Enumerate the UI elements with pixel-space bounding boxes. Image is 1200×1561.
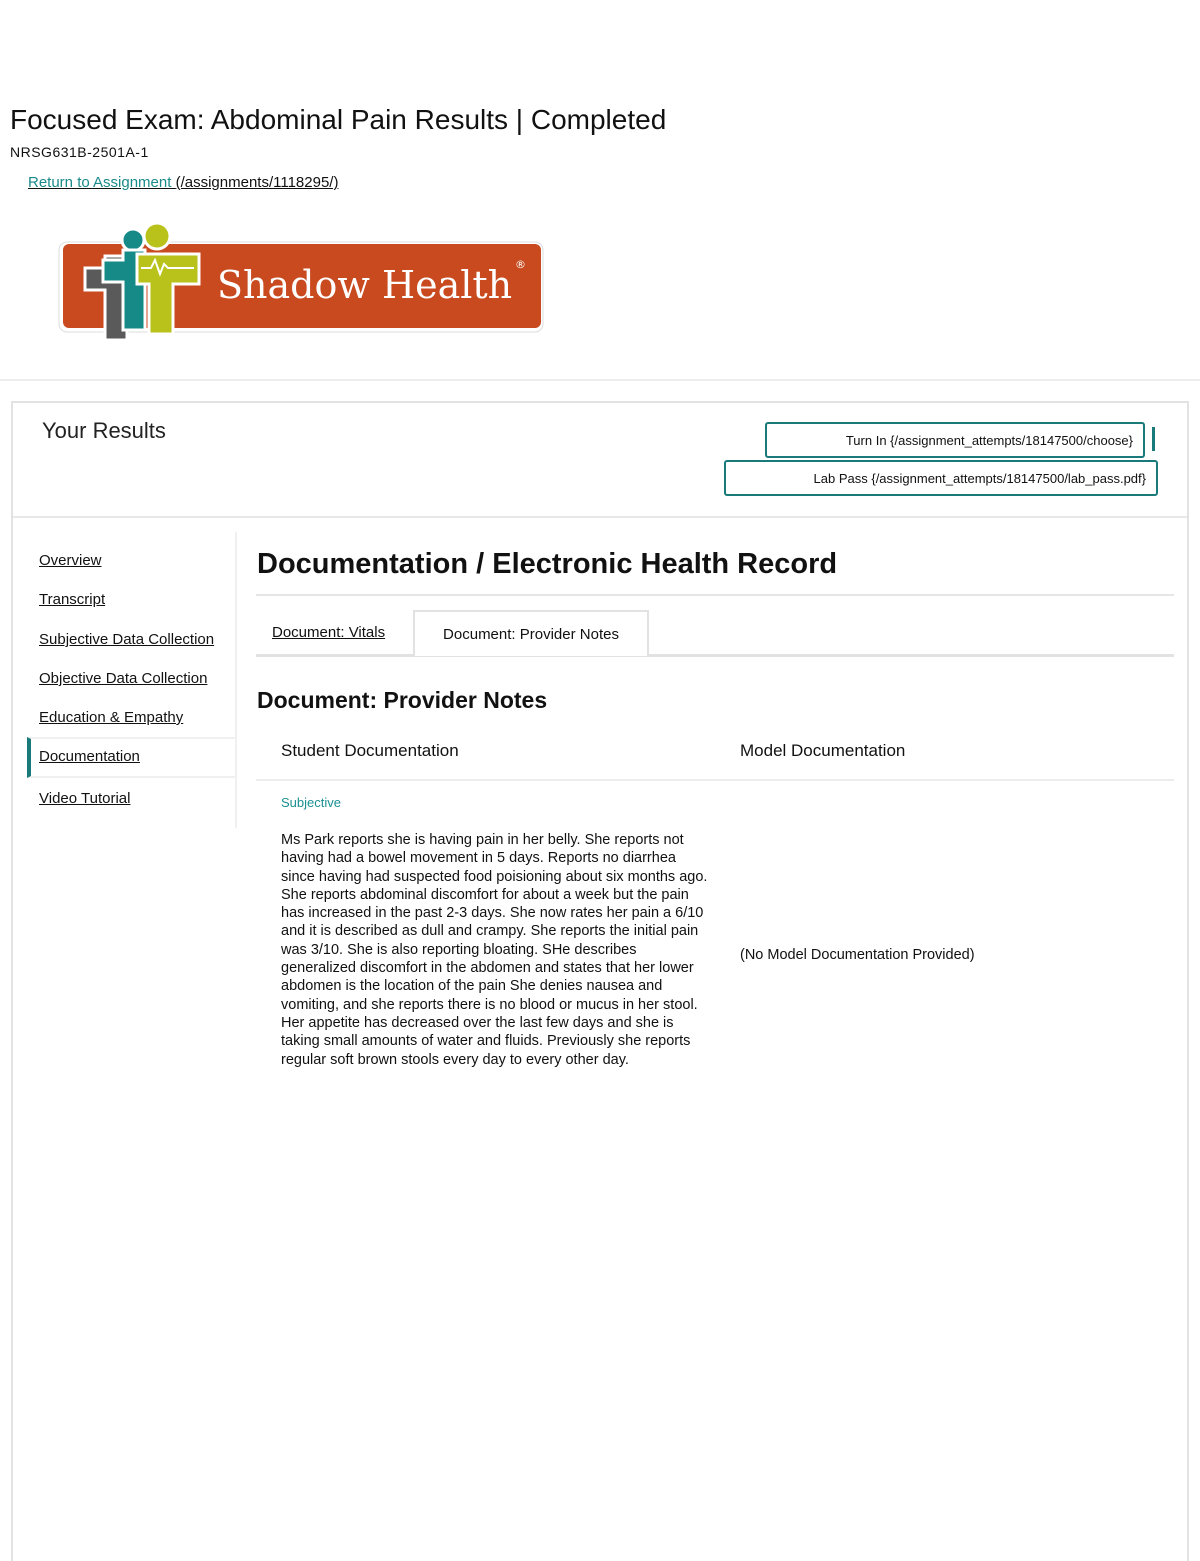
- sidebar-item-video-tutorial[interactable]: Video Tutorial: [39, 790, 131, 807]
- button-separator: [1152, 427, 1155, 451]
- page-title: Focused Exam: Abdominal Pain Results | Completed: [10, 104, 667, 135]
- model-note: (No Model Documentation Provided): [740, 947, 975, 963]
- lab-pass-button[interactable]: Lab Pass {/assignment_attempts/18147500/lab_pass.pdf}: [724, 460, 1158, 496]
- course-code: NRSG631B-2501A-1: [10, 144, 149, 160]
- student-documentation-header: Student Documentation: [281, 741, 459, 760]
- heading-divider: [256, 594, 1174, 596]
- header-divider: [0, 379, 1200, 381]
- card-header-divider: [13, 516, 1187, 518]
- tab-document-provider-notes[interactable]: Document: Provider Notes: [413, 610, 649, 656]
- return-link-label: Return to Assignment: [28, 174, 176, 191]
- shadow-health-logo: [55, 220, 545, 350]
- sidebar-item-transcript[interactable]: Transcript: [39, 591, 106, 608]
- sidebar-item-documentation[interactable]: Documentation: [39, 748, 140, 765]
- section-heading: Documentation / Electronic Health Record: [257, 548, 838, 580]
- results-title: Your Results: [42, 418, 166, 443]
- tab-document-vitals[interactable]: Document: Vitals: [272, 624, 386, 641]
- model-documentation-header: Model Documentation: [740, 741, 906, 760]
- sidebar-item-objective-data-collection[interactable]: Objective Data Collection: [39, 670, 208, 687]
- sidebar-item-education-empathy[interactable]: Education & Empathy: [39, 709, 184, 726]
- turn-in-button[interactable]: Turn In {/assignment_attempts/18147500/choose}: [765, 422, 1145, 458]
- sidebar-item-overview[interactable]: Overview: [39, 552, 102, 569]
- return-link-url: (/assignments/1118295/): [175, 174, 339, 191]
- svg-text:®: ®: [515, 258, 526, 271]
- student-note: Ms Park reports she is having pain in her belly. She reports not having had a bowel movement in 5 days. Reports no diarrhea since having had suspected food poisioning about six months ago. She reports abdominal discomfort for about a week but the pain has increased in the past 2-3 days. She now rates her pain a 6/10 and it is described as dull and crampy. She reports the initial pain was 3/10. She is also reporting bloating. SHe describes generalized discomfort in the abdomen and states that her lower abdomen is the location of the pain She denies nausea and vomiting, and she reports there is no blood or mucus in her stool. Her appetite has decreased over the last few days and she is taking small amounts of water and fluids. Previously she reports regular soft brown stools every day to every other day.: [281, 832, 708, 1068]
- return-to-assignment-link[interactable]: [28, 174, 338, 191]
- subsection-heading: Document: Provider Notes: [257, 687, 548, 713]
- logo-text: Shadow Health: [217, 263, 513, 307]
- sidebar-item-subjective-data-collection[interactable]: Subjective Data Collection: [39, 631, 215, 648]
- subjective-label: Subjective: [281, 795, 341, 810]
- tabs-divider: [256, 654, 1174, 657]
- table-header-divider: [256, 779, 1174, 781]
